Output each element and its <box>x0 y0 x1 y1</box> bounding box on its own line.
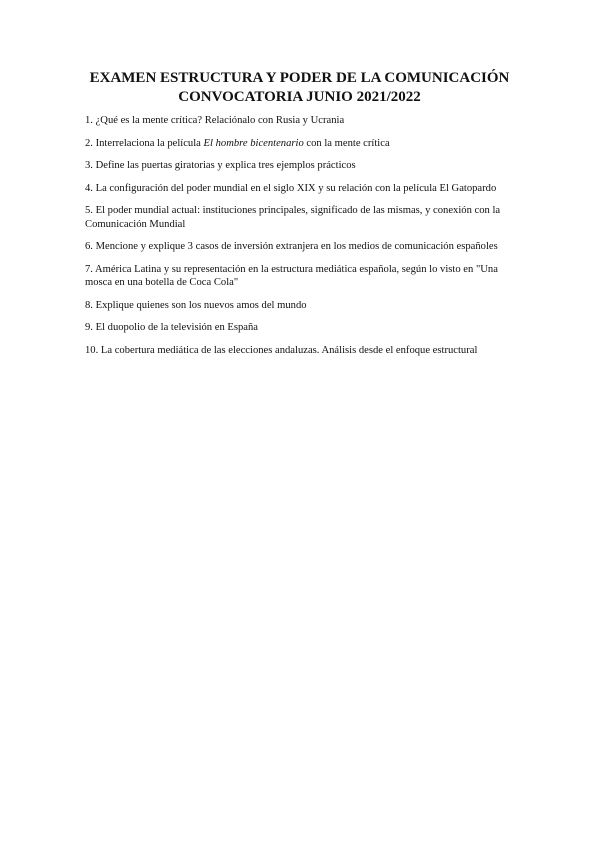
question-6: 6. Mencione y explique 3 casos de inversión extranjera en los medios de comunicación españoles <box>85 241 498 252</box>
question-10: 10. La cobertura mediática de las elecciones andaluzas. Análisis desde el enfoque estructural <box>85 344 478 356</box>
exam-subtitle: CONVOCATORIA JUNIO 2021/2022 <box>178 89 421 105</box>
question-list <box>85 114 525 366</box>
question-8: 8. Explique quienes son los nuevos amos del mundo <box>85 299 307 311</box>
question-4: 4. La configuración del poder mundial en el siglo XIX y su relación con la película El Gatopardo <box>85 182 497 194</box>
film-title-bicentennial-man: El hombre bicentenario <box>203 137 304 149</box>
question-2-text-before: 2. Interrelaciona la película <box>85 137 204 149</box>
question-5: 5. El poder mundial actual: instituciones principales, significado de las mismas, y conexión con la Comunicación Mundial <box>85 205 501 230</box>
question-2-text-after: con la mente crítica <box>303 137 390 149</box>
question-7: 7. América Latina y su representación en la estructura mediática española, según lo visto en "Una mosca en una botella de Coca Cola" <box>85 263 498 288</box>
question-2 <box>85 137 525 151</box>
exam-title: EXAMEN ESTRUCTURA Y PODER DE LA COMUNICACIÓN <box>89 70 510 86</box>
question-3: 3. Define las puertas giratorias y explica tres ejemplos prácticos <box>85 160 356 171</box>
question-9: 9. El duopolio de la televisión en España <box>85 322 258 333</box>
question-1: 1. ¿Qué es la mente crítica? Relaciónalo con Rusia y Ucrania <box>85 115 345 126</box>
